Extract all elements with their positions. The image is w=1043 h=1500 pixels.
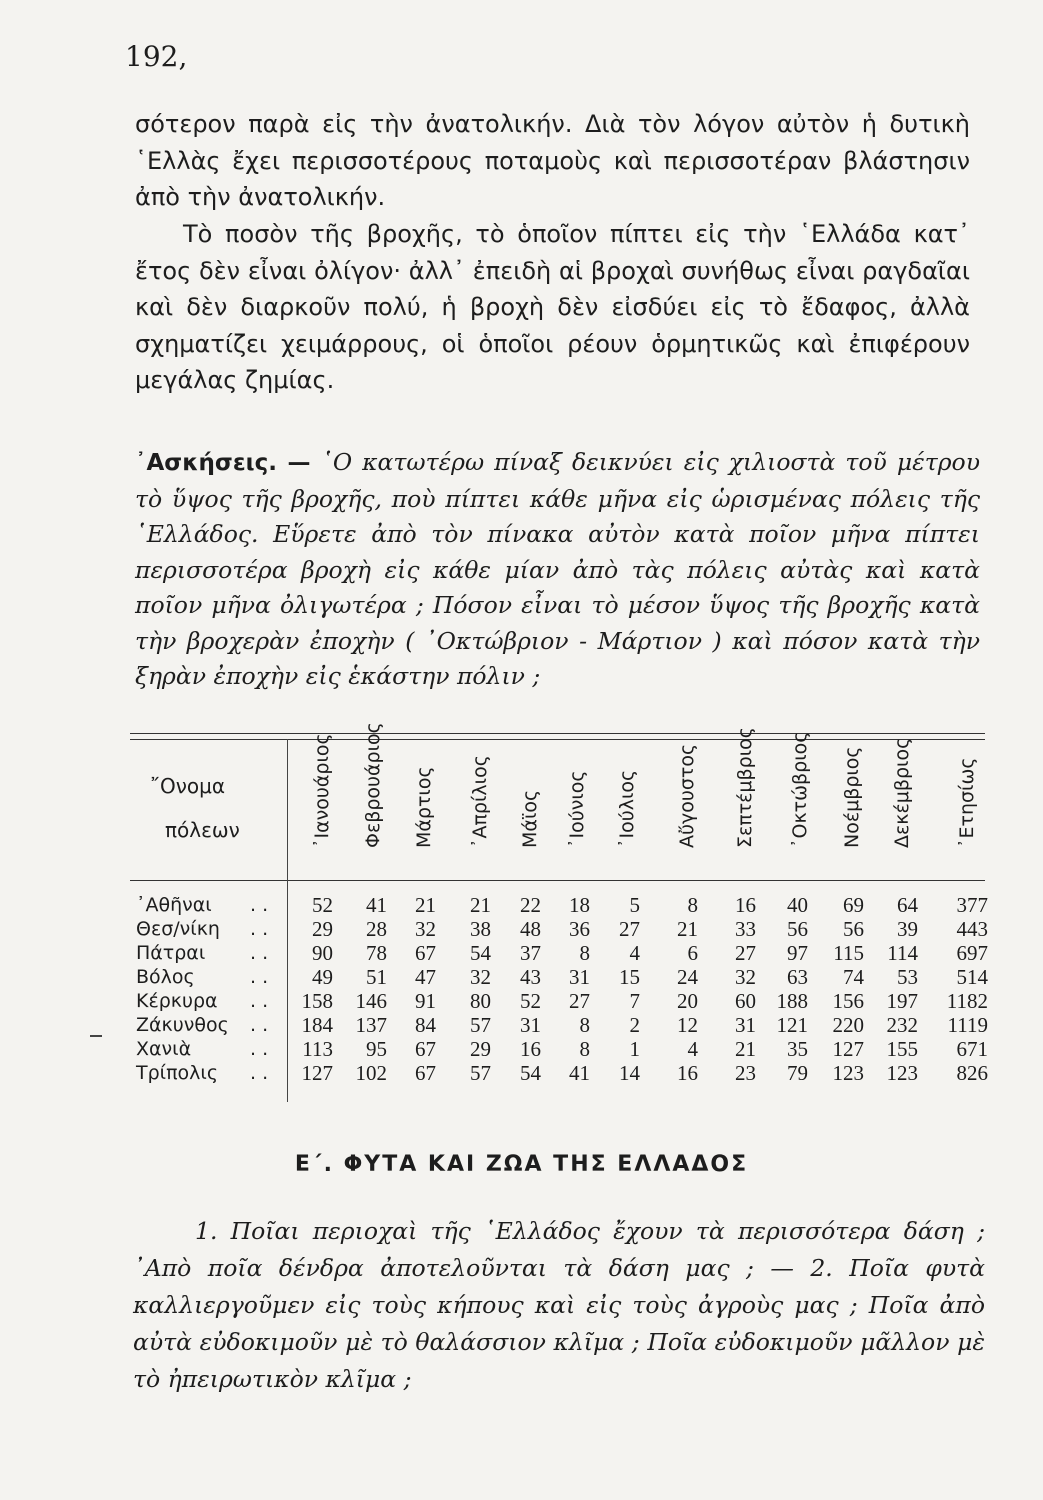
rainfall-value: 60 bbox=[735, 989, 756, 1013]
rainfall-value: 671 bbox=[956, 1037, 988, 1061]
rainfall-value: 21 bbox=[415, 893, 436, 917]
rainfall-value: 232 bbox=[886, 1013, 918, 1037]
rainfall-value: 514 bbox=[956, 965, 988, 989]
month-header-label: Μάϊος bbox=[519, 789, 541, 848]
leader-dots: . . bbox=[250, 966, 269, 988]
rainfall-value: 32 bbox=[415, 917, 436, 941]
month-header-label: ᾿Ιούνιος bbox=[566, 770, 588, 848]
table-row bbox=[130, 989, 990, 1013]
leader-dots: . . bbox=[250, 1062, 269, 1084]
rainfall-value: 7 bbox=[629, 989, 640, 1013]
table-top-rule bbox=[130, 733, 985, 734]
month-header-label: Φεβρουάριος bbox=[362, 722, 384, 848]
rainfall-value: 1 bbox=[629, 1037, 640, 1061]
rainfall-value: 31 bbox=[520, 1013, 541, 1037]
page-number: 192, bbox=[125, 40, 188, 73]
rainfall-value: 1182 bbox=[946, 989, 988, 1013]
month-header-label: ᾿Απρίλιος bbox=[469, 755, 491, 848]
rainfall-value: 16 bbox=[520, 1037, 541, 1061]
rainfall-value: 22 bbox=[520, 893, 541, 917]
rainfall-value: 24 bbox=[677, 965, 698, 989]
rainfall-value: 31 bbox=[569, 965, 590, 989]
rainfall-value: 8 bbox=[687, 893, 698, 917]
margin-mark bbox=[90, 1035, 102, 1037]
rainfall-value: 127 bbox=[832, 1037, 864, 1061]
month-header bbox=[612, 750, 642, 870]
month-header bbox=[887, 737, 917, 870]
rainfall-value: 12 bbox=[677, 1013, 698, 1037]
rainfall-value: 16 bbox=[735, 893, 756, 917]
rainfall-value: 32 bbox=[470, 965, 491, 989]
month-header-label: ᾿Ετησίως bbox=[956, 757, 978, 848]
month-header-label: Αὔγουστος bbox=[676, 743, 698, 848]
rainfall-value: 2 bbox=[629, 1013, 640, 1037]
rainfall-value: 4 bbox=[629, 941, 640, 965]
city-name: ᾿Αθῆναι bbox=[136, 894, 212, 916]
rainfall-value: 69 bbox=[843, 893, 864, 917]
table-row bbox=[130, 965, 990, 989]
month-header bbox=[952, 750, 982, 870]
rainfall-value: 21 bbox=[470, 893, 491, 917]
rainfall-value: 40 bbox=[787, 893, 808, 917]
city-name: Πάτραι bbox=[136, 942, 206, 964]
exercise-paragraph bbox=[135, 445, 980, 695]
rainfall-value: 52 bbox=[520, 989, 541, 1013]
rainfall-value: 28 bbox=[366, 917, 387, 941]
city-name: Τρίπολις bbox=[136, 1062, 218, 1084]
table-header-bottom-rule bbox=[130, 880, 985, 881]
rainfall-value: 27 bbox=[569, 989, 590, 1013]
month-header-label: Δεκέμβριος bbox=[891, 737, 913, 848]
rainfall-value: 197 bbox=[886, 989, 918, 1013]
month-header-label: Σεπτέμβριος bbox=[734, 727, 756, 848]
leader-dots: . . bbox=[250, 1014, 269, 1036]
rainfall-value: 697 bbox=[956, 941, 988, 965]
rainfall-value: 79 bbox=[787, 1061, 808, 1085]
rainfall-value: 67 bbox=[415, 941, 436, 965]
rainfall-value: 27 bbox=[619, 917, 640, 941]
rainfall-value: 43 bbox=[520, 965, 541, 989]
rainfall-value: 52 bbox=[312, 893, 333, 917]
rainfall-value: 35 bbox=[787, 1037, 808, 1061]
rainfall-value: 33 bbox=[735, 917, 756, 941]
rainfall-value: 78 bbox=[366, 941, 387, 965]
rainfall-value: 158 bbox=[301, 989, 333, 1013]
rainfall-value: 15 bbox=[619, 965, 640, 989]
rainfall-value: 8 bbox=[579, 941, 590, 965]
table-row bbox=[130, 941, 990, 965]
table-header-rule bbox=[130, 739, 985, 740]
rainfall-value: 32 bbox=[735, 965, 756, 989]
rainfall-value: 137 bbox=[355, 1013, 387, 1037]
rainfall-value: 80 bbox=[470, 989, 491, 1013]
month-header bbox=[307, 733, 337, 870]
rainfall-value: 16 bbox=[677, 1061, 698, 1085]
month-header-label: ᾿Ιανουάριος bbox=[311, 733, 333, 848]
rainfall-value: 27 bbox=[735, 941, 756, 965]
rainfall-value: 74 bbox=[843, 965, 864, 989]
month-header bbox=[837, 746, 867, 870]
rainfall-value: 115 bbox=[833, 941, 864, 965]
rainfall-value: 67 bbox=[415, 1061, 436, 1085]
rainfall-value: 1119 bbox=[947, 1013, 988, 1037]
rainfall-value: 121 bbox=[776, 1013, 808, 1037]
table-row bbox=[130, 1013, 990, 1037]
paragraph-1: σότερον παρὰ εἰς τὴν ἀνατολικήν. Διὰ τὸν λόγον αὐτὸν ἡ δυτικὴ ῾Ελλὰς ἔχει περισσοτέρους ποταμοὺς καὶ περισσοτέραν βλάστησιν ἀπὸ τὴν ἀνατολικήν. bbox=[135, 110, 970, 212]
rainfall-value: 47 bbox=[415, 965, 436, 989]
rainfall-value: 48 bbox=[520, 917, 541, 941]
rainfall-value: 123 bbox=[886, 1061, 918, 1085]
rainfall-value: 97 bbox=[787, 941, 808, 965]
rainfall-value: 826 bbox=[956, 1061, 988, 1085]
city-name: Χανιὰ bbox=[136, 1038, 192, 1060]
rainfall-value: 156 bbox=[832, 989, 864, 1013]
rainfall-value: 114 bbox=[887, 941, 918, 965]
rainfall-value: 54 bbox=[520, 1061, 541, 1085]
rainfall-value: 8 bbox=[579, 1037, 590, 1061]
month-header bbox=[515, 750, 545, 870]
paragraph-2: Τὸ ποσὸν τῆς βροχῆς, τὸ ὁποῖον πίπτει εἰς τὴν ῾Ελλάδα κατ᾽ ἔτος δὲν εἶναι ὀλίγον· ἀλλ᾽ ἐπειδὴ αἱ βροχαὶ συνήθως εἶναι ραγδαῖαι καὶ δὲν διαρκοῦν πολύ, ἡ βροχὴ δὲν εἰσδύει εἰς τὸ ἔδαφος, ἀλλὰ σχηματίζει χειμάρρους, οἱ ὁποῖοι ρέουν ὁρμητικῶς καὶ ἐπιφέρουν μεγάλας ζημίας. bbox=[135, 220, 970, 395]
month-header bbox=[358, 722, 388, 870]
rainfall-value: 49 bbox=[312, 965, 333, 989]
table-row bbox=[130, 893, 990, 917]
rainfall-value: 21 bbox=[677, 917, 698, 941]
exercise-text: ῾Ο κατωτέρω πίναξ δεικνύει εἰς χιλιοστὰ τοῦ μέτρου τὸ ὕψος τῆς βροχῆς, ποὺ πίπτει κάθε μῆνα εἰς ὡρισμένας πόλεις τῆς ῾Ελλάδος. Εὕρετε ἀπὸ τὸν πίνακα αὐτὸν κατὰ ποῖον μῆνα πίπτει περισσοτέρα βροχὴ εἰς κάθε μίαν ἀπὸ τὰς πόλεις αὐτὰς καὶ κατὰ ποῖον μῆνα ὀλιγωτέρα ; Πόσον εἶναι τὸ μέσον ὕψος τῆς βροχῆς κατὰ τὴν βροχερὰν ἐποχὴν ( ᾿Οκτώβριον - Μάρτιον ) καὶ πόσον κατὰ τὴν ξηρὰν ἐποχὴν εἰς ἑκάστην πόλιν ; bbox=[135, 448, 980, 690]
header-city-name-line1: ῎Ονομα bbox=[150, 774, 226, 798]
rainfall-value: 23 bbox=[735, 1061, 756, 1085]
rainfall-value: 113 bbox=[302, 1037, 333, 1061]
exercise-heading: ᾿Ασκήσεις. — bbox=[135, 450, 322, 476]
rainfall-value: 188 bbox=[776, 989, 808, 1013]
rainfall-value: 36 bbox=[569, 917, 590, 941]
rainfall-value: 102 bbox=[355, 1061, 387, 1085]
rainfall-value: 39 bbox=[897, 917, 918, 941]
rainfall-value: 4 bbox=[687, 1037, 698, 1061]
month-header bbox=[409, 750, 439, 870]
rainfall-value: 127 bbox=[301, 1061, 333, 1085]
city-name: Θεσ/νίκη bbox=[136, 918, 220, 940]
rainfall-value: 41 bbox=[569, 1061, 590, 1085]
leader-dots: . . bbox=[250, 942, 269, 964]
leader-dots: . . bbox=[250, 990, 269, 1012]
rainfall-value: 64 bbox=[897, 893, 918, 917]
rainfall-value: 57 bbox=[470, 1013, 491, 1037]
rainfall-value: 377 bbox=[956, 893, 988, 917]
month-header bbox=[465, 750, 495, 870]
rainfall-value: 155 bbox=[886, 1037, 918, 1061]
month-header bbox=[562, 750, 592, 870]
questions-paragraph: 1. Ποῖαι περιοχαὶ τῆς ῾Ελλάδος ἔχουν τὰ περισσότερα δάση ; ᾿Απὸ ποῖα δένδρα ἀποτελοῦνται τὰ δάση μας ; — 2. Ποῖα φυτὰ καλλιεργοῦμεν εἰς τοὺς κήπους καὶ εἰς τοὺς ἀγροὺς μας ; Ποῖα ἀπὸ αὐτὰ εὐδοκιμοῦν μὲ τὸ θαλάσσιον κλῖμα ; Ποῖα εὐδοκιμοῦν μᾶλλον μὲ τὸ ἠπειρωτικὸν κλῖμα ; bbox=[133, 1217, 985, 1393]
header-city-name-line2: πόλεων bbox=[165, 818, 240, 842]
rainfall-value: 54 bbox=[470, 941, 491, 965]
table-row bbox=[130, 1037, 990, 1061]
rainfall-value: 90 bbox=[312, 941, 333, 965]
rainfall-value: 443 bbox=[956, 917, 988, 941]
rainfall-value: 41 bbox=[366, 893, 387, 917]
rainfall-value: 20 bbox=[677, 989, 698, 1013]
rainfall-value: 123 bbox=[832, 1061, 864, 1085]
rainfall-value: 37 bbox=[520, 941, 541, 965]
rainfall-value: 6 bbox=[687, 941, 698, 965]
rainfall-value: 63 bbox=[787, 965, 808, 989]
leader-dots: . . bbox=[250, 1038, 269, 1060]
month-header-label: Μάρτιος bbox=[413, 766, 435, 848]
month-header bbox=[730, 727, 760, 870]
rainfall-value: 84 bbox=[415, 1013, 436, 1037]
rainfall-value: 67 bbox=[415, 1037, 436, 1061]
city-name: Ζάκυνθος bbox=[136, 1014, 229, 1036]
leader-dots: . . bbox=[250, 894, 269, 916]
rainfall-value: 53 bbox=[897, 965, 918, 989]
table-row bbox=[130, 1061, 990, 1085]
rainfall-value: 14 bbox=[619, 1061, 640, 1085]
rainfall-value: 146 bbox=[355, 989, 387, 1013]
month-header bbox=[785, 731, 815, 870]
rainfall-value: 18 bbox=[569, 893, 590, 917]
leader-dots: . . bbox=[250, 918, 269, 940]
rainfall-value: 21 bbox=[735, 1037, 756, 1061]
city-name: Βόλος bbox=[136, 966, 195, 988]
rainfall-value: 220 bbox=[832, 1013, 864, 1037]
rainfall-value: 56 bbox=[843, 917, 864, 941]
rainfall-value: 184 bbox=[301, 1013, 333, 1037]
rainfall-value: 38 bbox=[470, 917, 491, 941]
section-title: Ε΄. ΦΥΤΑ ΚΑΙ ΖΩΑ ΤΗΣ ΕΛΛΑΔΟΣ bbox=[294, 1152, 749, 1177]
month-header bbox=[672, 743, 702, 870]
rainfall-value: 5 bbox=[629, 893, 640, 917]
rainfall-value: 31 bbox=[735, 1013, 756, 1037]
month-header-label: ᾿Ιούλιος bbox=[616, 769, 638, 848]
rainfall-value: 91 bbox=[415, 989, 436, 1013]
month-header-label: Νοέμβριος bbox=[841, 746, 863, 848]
rainfall-value: 95 bbox=[366, 1037, 387, 1061]
city-name: Κέρκυρα bbox=[136, 990, 218, 1012]
rainfall-value: 51 bbox=[366, 965, 387, 989]
rainfall-value: 29 bbox=[312, 917, 333, 941]
table-row bbox=[130, 917, 990, 941]
rainfall-value: 8 bbox=[579, 1013, 590, 1037]
month-header-label: ᾿Οκτώβριος bbox=[789, 731, 811, 848]
rainfall-value: 57 bbox=[470, 1061, 491, 1085]
rainfall-value: 29 bbox=[470, 1037, 491, 1061]
rainfall-value: 56 bbox=[787, 917, 808, 941]
